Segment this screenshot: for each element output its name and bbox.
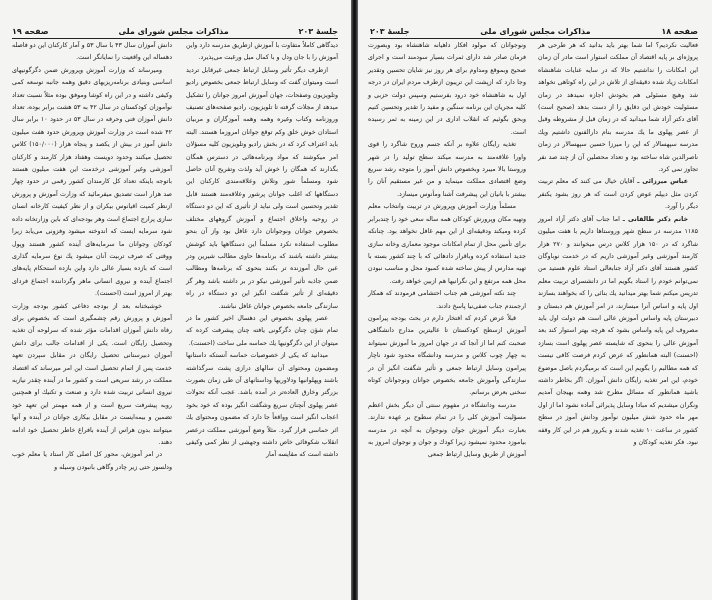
publication-title: مذاکرات مجلس شورای ملی [118,27,229,36]
paragraph: خوشبختانه بعد از بودجه دفاعی کشور بودجه وزارت آموزش و پرورش رقم چشمگیری است که بخصوص برای رفاه دانش آموزان اقدامات مؤثر شده که سرلوحه آن تغذیه وتحصیل رایگان است. یکی از اقدامات جالب برای دانش آموزان دبیرستانی تحصیل رایگان در مقابل سپردن تعهد خدمت پس از اتمام تحصیل است این امر میرساند که اقتصاد مملکت در رشد سریعی است و کشور ما در آینده چقدر نیازبه نیروی انسانی تربیت شده دارد و صنعت و تکنیك او همچنین روبه پیشرفت سریع است و از همه مهمتر این تعهد خود تضمین و بیمه‌ایست در مقابل بیکاری جوانان در آینده و آنها میتوانند بدون هراس از آینده بافراغ خاطر تحصیل خود ادامه دهند. [12,302,172,446]
page-18 [358,0,712,600]
paragraph: عصر پهلوی بخصوص این دهسال اخیر کشور ما در تمام شؤن چنان دگرگونی یافته چنان پیشرفت کرده که میتوان از این دگرگونیها یك حماسه ملی ساخت (احسنت). [186,314,338,347]
page-19 [0,0,352,600]
paragraph: دیدگاهی کاملاً متفاوت با آموزش ازطریق مدرسه دارد واین آموزش را با جان ودل و با کمال میل ورغبت می‌پذیرد. [186,42,338,62]
paragraph: قبلاً عرض کردم که افتخار دارم در بحث بودجه پیرامون آموزش ازسطح کودکستان تا عالیترین مدارج دانشگاهی صحبت کنم اما از آنجا که در جهان امروز ما آموزش نمیتواند به چهار چوب کلاس و مدرسه ودانشگاه محدود شود ناچار پیرامون وسایل ارتباط جمعی و تأثیر شگفت انگیز آن در سازندگی وآموزش جامعه بخصوص جوانان ونوجوانان کوتاه سخنی بعرض برسانم. [368,314,526,397]
page-number: صفحه ۱۸ [661,27,698,36]
speaker-paragraph [538,214,698,450]
speech-text: اما جناب آقای دکتر آزاد امروز ۱۱۸۵ مدرسه در سطح شهر وروستاها داریم با هفت میلیون شاگرد که در ۱۵۰ هزار کلاس درس میخوانند و ۲۷۰ هزار کارمند آموزشی وغیر آموزشی داریم که در خدمت نوباوگان کشور هستند آقای دکتر آزاد جنابعالی استاد علوم هستید من نمی‌توانم خودم را استاد بگویم اما در دانشسرای تربیت معلم تدریس میکنم شما بهتر میدانید یك بنائی را که بخواهند بسازند اول پایه و اساس آنرا میسازند، در امر آموزش هم دبستان و دبیرستان پایه واساس آموزش عالی است هم دولت اول باید مصروف این پایه واساس بشود که هرچه بهتر استوار کند بعد آموزش عالی را بنحوی که شایسته عصر پهلوی است بسازد (احسنت) البته همانطور که عرض کردم فرصت کافی نیست که همه مطالبم را بگویم این است که برمیگردم باصل موضوع خودم، این امر تغذیه رایگان دانش آموزان. اگر بخاطر داشته باشید همانطور که مسائل مطرح شد وهمه بهیجان آمدیم ونگران میشدیم که مبادا وسایل پذیرائی آماده نشود اما از اول مهر ماه حدود شش میلیون نوآموز ودانش آموز در سطح کشور در ساعت ۱۰ تغذیه شدند و یکروز هم در این کار وقفه نبود. فکر تغذیه کودکان و [538,215,698,446]
running-head-right [370,22,698,39]
session-number: صفحه ۱۹ [12,27,49,36]
paragraph: مسلماً وزارت آموزش وپرورش در تربیت وانتخاب معلم وتهیه مکان وپرورش کودکان همه ساله سعی خود را چندبرابر کرده ومیکند ودقیقه‌ای از این مهم غافل نخواهد بود. چنانکه برای تأمین محل از تمام امکانات موجود معماری وخانه سازی جدید استفاده کرده وباقرار دادهائی که با چند کشور بسته با تهیه مدارس از پیش ساخته شده کمبود محل و مناسب نبودن محل همه مرتفع و این نگرانیها هم ازبین خواهد رفت. [368,203,526,285]
left-page-column-left [12,40,172,560]
speaker-name: عباس میرزائی ـ [637,178,688,186]
paragraph: چند نکته آموزشی هم جناب احتشامی فرمودند که همکار ارجمندم جناب صفی‌نیا پاسخ دادند. [368,290,526,310]
session-number: جلسهٔ ۲۰۳ [370,27,410,36]
paragraph: ونوجوانان که مولود افکار داهیانه شاهنشاه بود وبصورت فرمان صادر شد دارای ثمرات بسیار سودمند است و اجرای صحیح وبموقع ومداوم برای هر روز نیز شایان تحسین وتقدیر وجا دارد که ازپشت این تریبون ازطرف مردم ایران در درجه اول به شاهنشاه خود درود بفرستیم وسپس دولت حزبی و کلیه مجریان این برنامه سنگین و مفید را تقدیر وتحسین کنیم وبحق بگوئیم که انقلاب اداری در این زمینه به ثمر رسیده است. [368,42,526,136]
paragraph: در امر آموزش، محور کل اصلی کار استاد یا معلم خوب ودلسوز حتی زیر چادر وگاهی بانبودن وسیله و [12,451,172,471]
paragraph: تغذیه رایگان علاوه بر آنکه جسم وروح شاگرد را قوی واورا علاقه‌مند به مدرسه میکند سطح تولید را در شهر وروستا بالا میبرد وبخصوص دانش آموز را متوجه رشد سریع وضع اقتصادی مملکت مینماید و من غیر مستقیم آنان را بیشتر با بانیان این پیشرفت آشنا ومأنوس میسازد. [368,141,526,198]
speaker-paragraph [538,176,698,213]
page-number: جلسهٔ ۲۰۳ [298,27,338,36]
left-page-column-right [186,40,338,560]
paragraph: ازطرف دیگر تأثیر وسایل ارتباط جمعی غیرقابل تردید است ومیتوان گفت که وسایل ارتباط جمعی بخصوص رادیو وتلویزیون وصفحات، جهان آموزش امروز جوانان را تشکیل میدهد از مجلات گرفته تا تلویزیون، رادیو صفحه‌های تصنیف وروزنامه وکتاب وغیره وهمه وهمه آموزگاران و مربیان استادان خوش خلق وکم توقع جوانان امروزما هستند. البته باید اعتراف کرد که در بخش رادیو وتلویزیون کلیه مسؤلان امر میکوشند که مواد وبرنامه‌هائی در دسترس همگان بگذارند که همگان را خوش آید ولذت وتفریح آنان حاصل شود ومسلماً شور وتلاش وعلاقه‌مندی کارکنان این دستگاهها که اغلب جوانان پرشور وعلاقه‌مند هستند قابل تقدیر وتحسین است ولی نباید از تأثیری که این دو دستگاه در روحیه واخلاق اجتماع و آموزش گروههای مختلف بخصوص جوانان ونوجوانان دارد غافل بود واز آن بنحو مطلوب استفاده نکرد مسلماً این دستگاهها باید کوشش بیشتر داشته باشند که برنامه‌ها حاوی مطالب شیرین ودر عین حال آموزنده تر بکنند بنحوی که برنامه‌ها ومطالب ضمن جاذبه تأثیر آموزشی نیکو در بر داشته باشد وهر گز دقیقه‌ای از تأثیر شگفت انگیز این دو دستگاه در راه سازندگی جامعه بخصوص جوانان غافل نباشند. [186,66,338,310]
paragraph: میدانید که یکی از خصوصیات حماسه آنستکه داستانها ومضمون ومحتوای آن سالهای درازی پشت سرگذاشته باشند وپهلوانیها ودلاوریها وداستانهای آن طی زمان بصورت بزرگتر وخارق العاده‌تر در آمده باشد. عجب آنکه تحولات عصر پهلوی آنچنان سریع وشگفت انگیز بوده که خود بخود اعجاب انگیز است وواقعاً جا دارد که مضمون ومحتوای یك اثر حماسی قرار گیرد. مثلاً وضع آموزشی مملکت درعصر انقلاب شکوفائی خاص داشته وجهشی از نظر کمی وکیفی داشته است که مقایسه آمار [186,352,338,459]
book-gutter [351,0,358,600]
publication-title: مذاکرات مجلس شورای ملی [480,27,591,36]
speaker-name: خانم دکتر طالقانی ـ [622,215,688,223]
paragraph: فعالیت نکردیم؟ اما شما بهتر باید بدانید که هر طرحی هر پروژه‌ای بر پایه اقتصاد آن مملکت استوار است مادر آن زمان این امکانات را نداشتیم حالا که در سایه عنایات شاهنشاه امکانات زیاد شده دقیقه‌ای از تلاش در این راه کوتاهی نخواهد شد وهیچ مسئولی هم بخودش اجازه نمیدهد در زمان مسئولیت خودش این دقایق را از دست بدهد (صحیح است) آقای دکتر آزاد شما میدانید که در زمان قبل از مشروطه وقبل از عصر پهلوی ما یك مدرسه بنام دارالفنون داشتیم ویك مدرسه سپهسالار که این را میرزا حسین سپهسالار در زمان ناصرالدین شاه ساخته بود و تعداد محصلین آن از چند صد نفر تجاوز نمی کرد. [538,42,698,174]
right-page-column-right [538,40,698,560]
running-head-left [12,22,338,39]
paragraph: ومیرساند که وزارت آموزش وپرورش ضمن دگرگونیهای اساسی وبنیادی برنامه‌ریزیهای دقیق وهمه جانبه توسعه کمی وکیفی داشته و در این راه کوشا وموفق بوده مثلاً نسبت تعداد نوآموزان کودکستان در سال ۴۲ به ۵۳ هشت برابر بوده، تعداد دانش آموزان فنی وحرفه در سال ۵۳ در حدود ۱۰ برابر سال ۴۲ شده است در وزارت آموزش وپرورش حدود هفت میلیون دانش آموز در بیش از یکصد و پنجاه هزار (۱۵۰/۰۰۰) کلاس تحصیل میکنند وحدود دویست وهفتاد هزار کارمند و کارکنان آموزشی وغیر آموزشی درخدمت این هفت میلیون هستند باتوجه باینکه تعداد کل کارمندان کشور رقمی در حدود چهار صد هزار است تصدیق میفرمائید که وزارت آموزش و پرورش ازنظر کمیت اقیانوس بیکران و از نظر کیفیت کارخانه انسان سازی پرارج اجتماع است وهر بودجه‌ای که باین وزارتخانه داده شود سرمایه ایست که اندوخته میشود وفزونی می‌یابد زیرا کودکان وجوانان ما سرمایه‌های آینده کشور هستند وپول ووقتی که صرف تربیت آنان میشود یك نوع سرمایه گذاری است که بازده بسیار عالی دارد واین بازده استحکام پایه‌های اجتماع آینده و نیروی انسانی ماهر وگرداننده اجتماع فردای بهتر از امروز است (احسنت). [12,66,173,298]
paragraph: دانش آموزان سال ۴۳ با سال ۵۳ و آمار کارکنان این دو فاصله دهساله این واقعیت را نمایانگر است. [12,42,172,62]
speech-text: آقایان خیال می کنند که معلم تربیت کردن مثل دیپلم عوض کردن است که هر روز بشود یکنفر دیگر را آورد. [538,178,698,211]
right-page-column-left [368,40,526,560]
paragraph: مدرسه ودانشگاه در مفهوم سنتی آن دیگر بخش اعظم مسؤلیت آموزش کلی را در تمام سطوح بر عهده ندارند. بعبارت دیگر آموزش جوان ونوجوان به آنچه در مدرسه بیاموزد محدود نمیشود زیرا کودك و جوان و نوجوان امروز به آموزش از طریق وسایل ارتباط جمعی [368,401,526,459]
